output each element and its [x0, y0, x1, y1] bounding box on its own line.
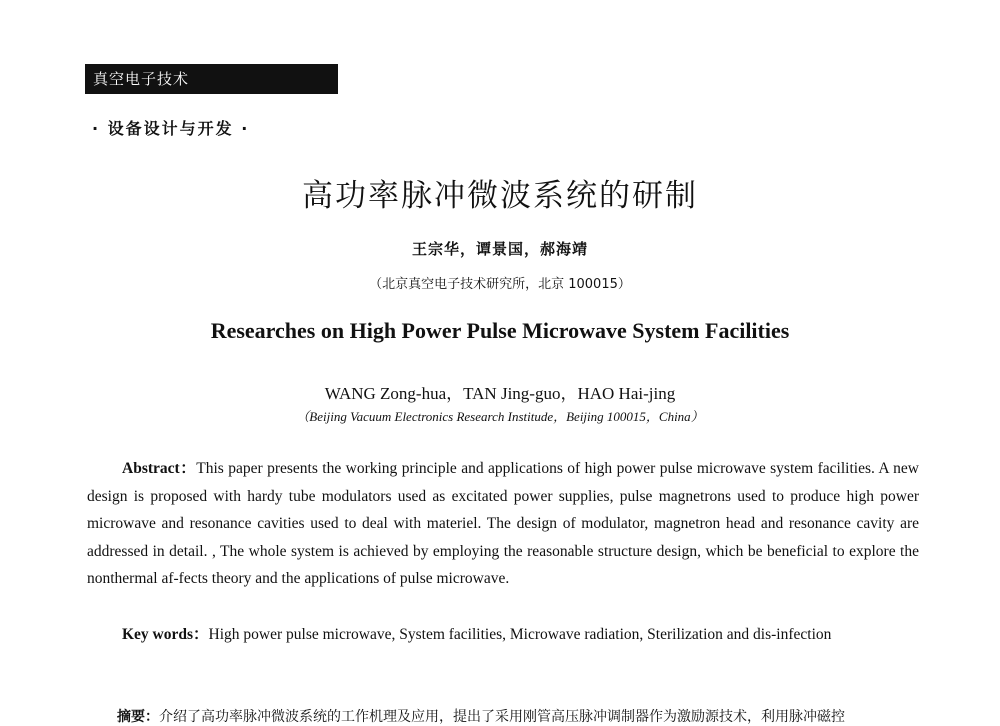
- paper-title-zh: 高功率脉冲微波系统的研制: [302, 178, 698, 214]
- abstract-text: This paper presents the working principle and applications of high power pulse microwave system facilities. A new design is proposed with hardy tube modulators used as excitated power supplies, pulse magnetrons used to produce high power microwave and resonance cavities used to deal with materiel. The design of modulator, magnetron head and resonance cavity are addressed in detail. , The whole system is achieved by employing the reasonable structure design, which be beneficial to explore the nonthermal af-fects theory and the applications of pulse microwave.: [87, 460, 919, 588]
- keywords-paragraph: [87, 621, 919, 649]
- section-label: · 设备设计与开发 ·: [92, 119, 250, 138]
- authors-zh: 王宗华，谭景国，郝海靖: [411, 240, 588, 258]
- affiliation-zh: （北京真空电子技术研究所，北京 100015）: [369, 277, 631, 292]
- authors-en: WANG Zong-hua，TAN Jing-guo，HAO Hai-jing: [324, 384, 676, 403]
- affiliation-en: （Beijing Vacuum Electronics Research Institude，Beijing 100015，China）: [296, 409, 704, 424]
- abstract-label: Abstract：: [122, 460, 197, 477]
- paper-title-en: Researches on High Power Pulse Microwave System Facilities: [210, 318, 790, 343]
- journal-banner: [85, 64, 338, 94]
- abstract-paragraph: [87, 455, 919, 593]
- keywords-label: Key words：: [122, 626, 209, 643]
- abstract-zh-text: 介绍了高功率脉冲微波系统的工作机理及应用，提出了采用刚管高压脉冲调制器作为激励源技术，利用脉冲磁控: [159, 709, 845, 725]
- abstract-zh-label: 摘要：: [117, 709, 159, 725]
- journal-name: 真空电子技术: [93, 70, 190, 88]
- keywords-text: High power pulse microwave, System facilities, Microwave radiation, Sterilization and dis-infection: [208, 626, 832, 643]
- abstract-zh-line: [117, 706, 937, 726]
